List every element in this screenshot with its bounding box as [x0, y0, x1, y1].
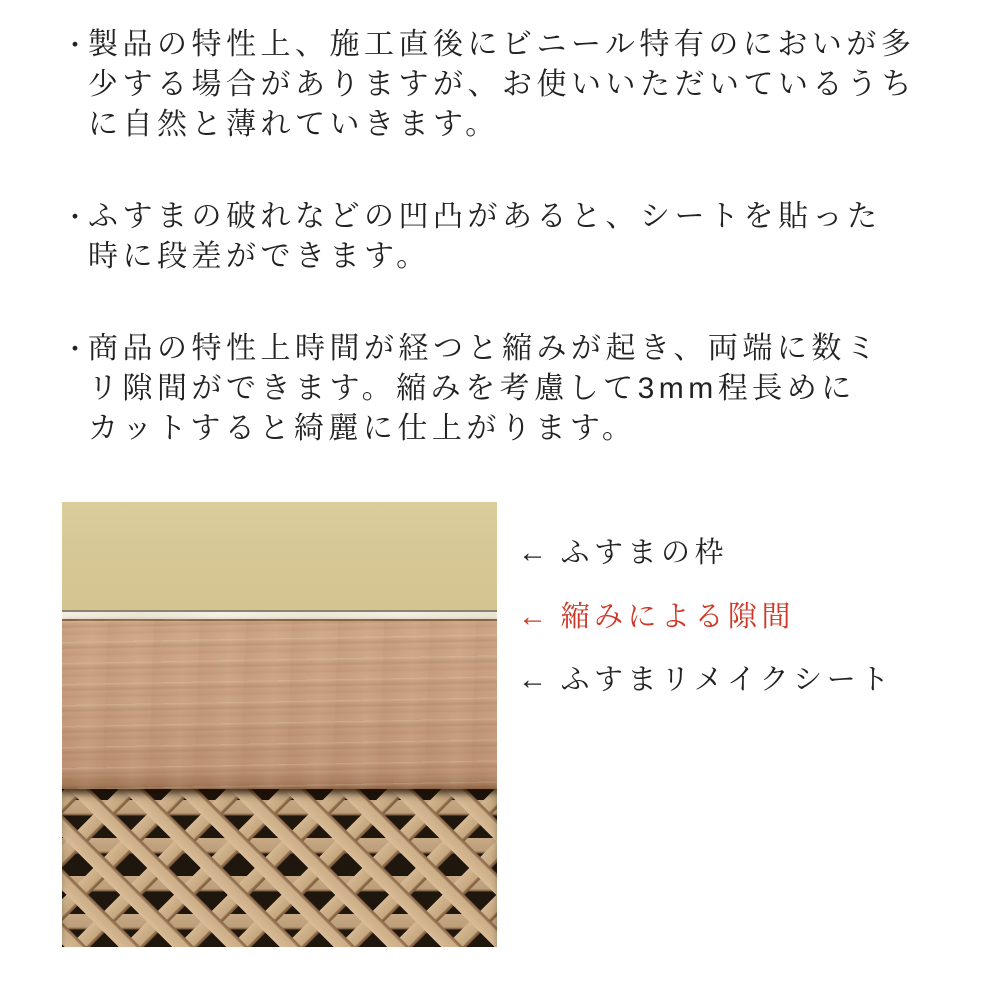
fusuma-frame-layer [62, 502, 497, 610]
note-line: リ隙間ができます。縮みを考慮して3mm程長めに [88, 372, 856, 405]
left-arrow-icon: ← [518, 601, 552, 633]
note-paragraph-shrinkage [62, 329, 942, 449]
note-line: ふすまの破れなどの凹凸があると、シートを貼った [88, 200, 882, 233]
note-line: 少する場合がありますが、お使いいただいているうち [88, 68, 917, 101]
bullet-dot: ・ [62, 30, 89, 60]
label-fusuma-frame [518, 538, 728, 568]
label-text: ふすまの枠 [560, 537, 729, 569]
note-line: に自然と薄れていきます。 [88, 108, 500, 141]
shrinkage-gap-layer [62, 610, 497, 619]
label-text: ふすまリメイクシート [560, 664, 894, 696]
label-text: 縮みによる隙間 [560, 601, 796, 633]
product-notes [62, 25, 942, 449]
note-paragraph-smell [62, 25, 942, 145]
remake-sheet-wood-layer [62, 619, 497, 789]
left-arrow-icon: ← [518, 537, 552, 569]
note-line: 商品の特性上時間が経つと縮みが起き、両端に数ミ [88, 332, 881, 365]
cross-section-photo [62, 502, 497, 947]
bullet-dot: ・ [62, 334, 89, 364]
note-paragraph-unevenness [62, 197, 942, 277]
label-shrinkage-gap [518, 602, 795, 632]
bullet-dot: ・ [62, 202, 89, 232]
rattan-weave-layer [62, 789, 497, 947]
note-line: カットすると綺麗に仕上がります。 [88, 412, 637, 445]
left-arrow-icon: ← [518, 664, 552, 696]
note-line: 時に段差ができます。 [88, 240, 431, 273]
label-remake-sheet [518, 665, 894, 695]
note-line: 製品の特性上、施工直後にビニール特有のにおいが多 [88, 28, 916, 61]
